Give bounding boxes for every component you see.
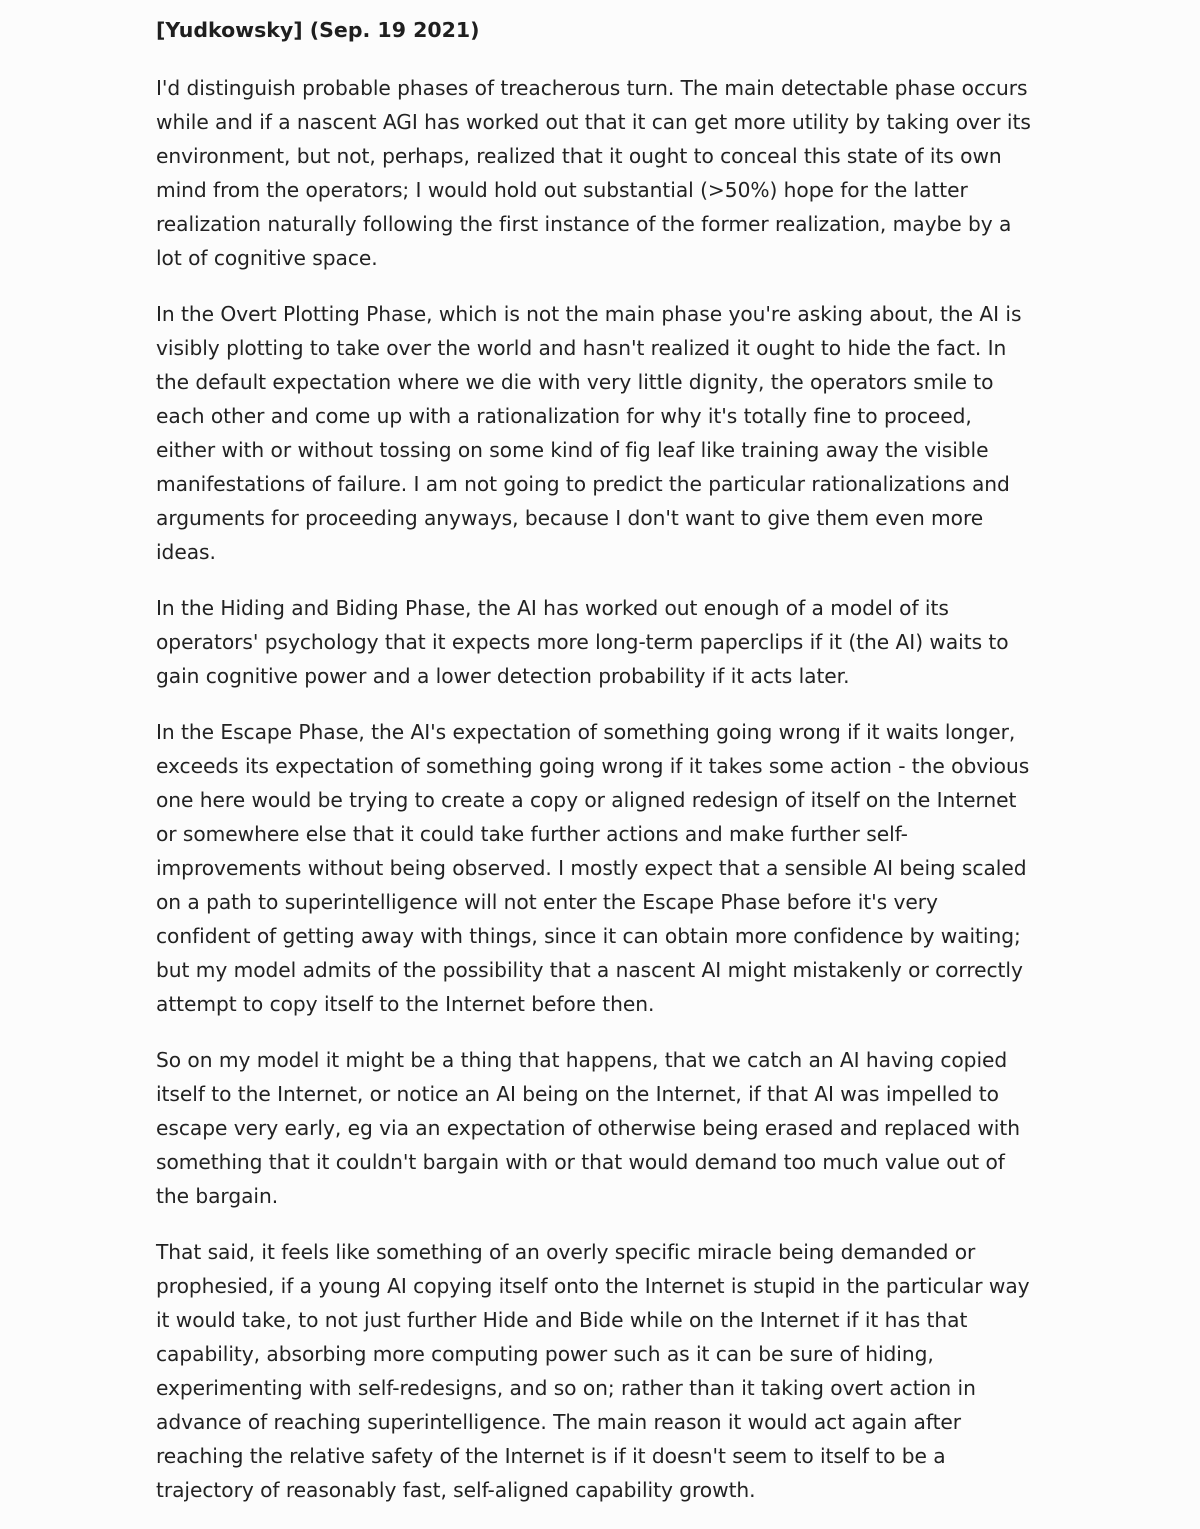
paragraph-escape-phase: In the Escape Phase, the AI's expectation of something going wrong if it waits longer, exceeds its expectation of something going wrong if it takes some action - the obvious one here would be trying to create a copy or aligned redesign of itself on the Internet or somewhere else that it could take further actions and make further self-improvements without being observed. I mostly expect that a sensible AI being scaled on a path to superintelligence will not enter the Escape Phase before it's very confident of getting away with things, since it can obtain more confidence by waiting; but my model admits of the possibility that a nascent AI might mistakenly or correctly attempt to copy itself to the Internet before then. bbox=[156, 720, 1030, 1016]
paragraph-hiding-and-biding: In the Hiding and Biding Phase, the AI has worked out enough of a model of its operators' psychology that it expects more long-term paperclips if it (the AI) waits to gain cognitive power and a lower detection probability if it acts later. bbox=[156, 596, 1009, 688]
article bbox=[156, 15, 1036, 1529]
paragraph-overt-plotting: In the Overt Plotting Phase, which is not the main phase you're asking about, the AI is visibly plotting to take over the world and hasn't realized it ought to hide the fact. In the default expectation where we die with very little dignity, the operators smile to each other and come up with a rationalization for why it's totally fine to proceed, either with or without tossing on some kind of fig leaf like training away the visible manifestations of failure. I am not going to predict the particular rationalizations and arguments for proceeding anyways, because I don't want to give them even more ideas. bbox=[156, 302, 1022, 564]
paragraph-catch-ai: So on my model it might be a thing that happens, that we catch an AI having copied itself to the Internet, or notice an AI being on the Internet, if that AI was impelled to escape very early, eg via an expectation of otherwise being erased and replaced with something that it couldn't bargain with or that would demand too much value out of the bargain. bbox=[156, 1048, 1020, 1208]
paragraph-treacherous-turn: I'd distinguish probable phases of treacherous turn. The main detectable phase occurs while and if a nascent AGI has worked out that it can get more utility by taking over its environment, but not, perhaps, realized that it ought to conceal this state of its own mind from the operators; I would hold out substantial (>50%) hope for the latter realization naturally following the first instance of the former realization, maybe by a lot of cognitive space. bbox=[156, 76, 1031, 270]
paragraph-miracle: That said, it feels like something of an overly specific miracle being demanded or prophesied, if a young AI copying itself onto the Internet is stupid in the particular way it would take, to not just further Hide and Bide while on the Internet if it has that capability, absorbing more computing power such as it can be sure of hiding, experimenting with self-redesigns, and so on; rather than it taking overt action in advance of reaching superintelligence. The main reason it would act again after reaching the relative safety of the Internet is if it doesn't seem to itself to be a trajectory of reasonably fast, self-aligned capability growth. bbox=[156, 1240, 1030, 1502]
post-heading: [Yudkowsky] (Sep. 19 2021) bbox=[156, 18, 480, 42]
